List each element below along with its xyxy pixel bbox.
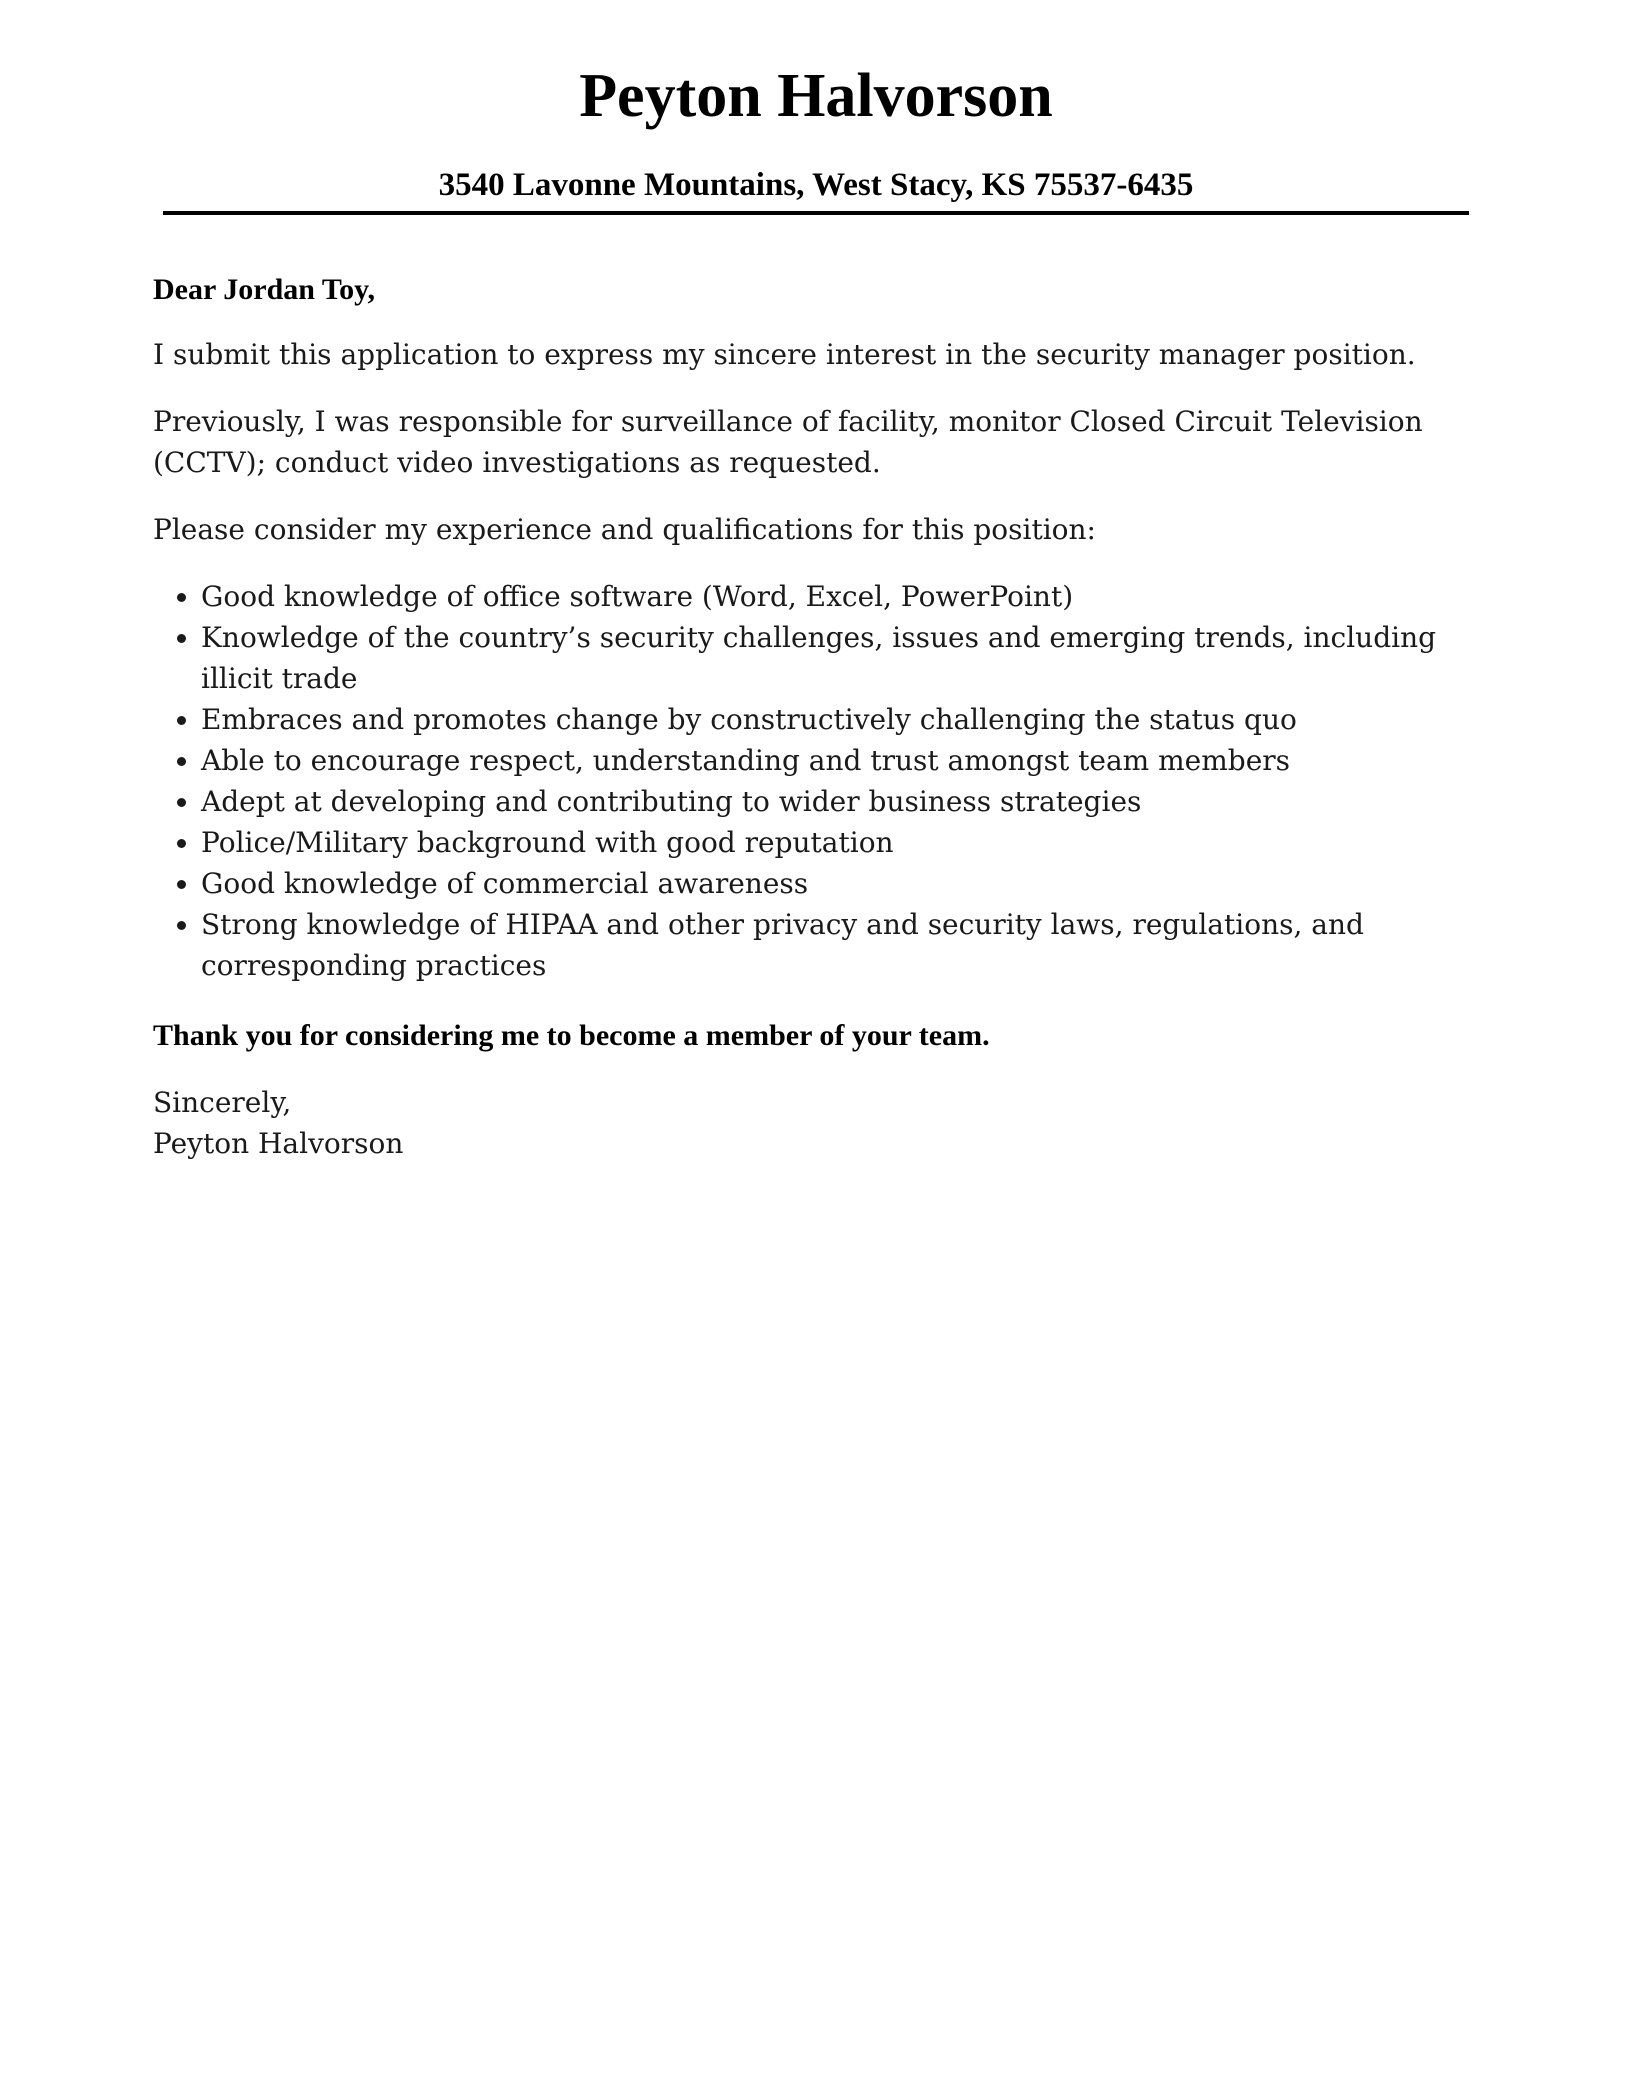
sign-off: Sincerely, — [153, 1086, 292, 1119]
list-item — [153, 617, 1483, 699]
bullet-icon — [177, 798, 186, 807]
list-item — [153, 781, 1483, 822]
signature-name: Peyton Halvorson — [153, 1127, 404, 1160]
experience-paragraph: Previously, I was responsible for surveillance of facility, monitor Closed Circuit Television (CCTV); conduct video investigations as requested. — [153, 405, 1423, 479]
list-item-text: Good knowledge of office software (Word, Excel, PowerPoint) — [201, 580, 1074, 613]
closing-statement: Thank you for considering me to become a member of your team. — [153, 1019, 990, 1052]
list-item-text: Good knowledge of commercial awareness — [201, 867, 809, 900]
bullet-icon — [177, 839, 186, 848]
intro-paragraph: I submit this application to express my sincere interest in the security manager position. — [153, 338, 1416, 371]
list-item — [153, 904, 1483, 986]
bullet-icon — [177, 716, 186, 725]
salutation: Dear Jordan Toy, — [153, 273, 375, 306]
list-item-text: Able to encourage respect, understanding and trust amongst team members — [201, 744, 1291, 777]
list-item-text: Police/Military background with good reputation — [201, 826, 894, 859]
bullet-icon — [177, 921, 186, 930]
header-divider — [163, 211, 1469, 215]
list-item-text: Strong knowledge of HIPAA and other privacy and security laws, regulations, and corresponding practices — [201, 908, 1364, 982]
list-item — [153, 576, 1483, 617]
list-item — [153, 863, 1483, 904]
bullet-icon — [177, 880, 186, 889]
letter-header — [0, 56, 1632, 136]
sender-address: 3540 Lavonne Mountains, West Stacy, KS 75537-6435 — [438, 167, 1194, 203]
bullet-icon — [177, 634, 186, 643]
qualifications-intro: Please consider my experience and qualifications for this position: — [153, 513, 1096, 546]
list-item — [153, 699, 1483, 740]
letter-body — [153, 270, 1483, 1164]
list-item — [153, 822, 1483, 863]
list-item-text: Knowledge of the country’s security challenges, issues and emerging trends, including illicit trade — [201, 621, 1437, 695]
qualifications-list — [153, 576, 1483, 986]
bullet-icon — [177, 757, 186, 766]
list-item — [153, 740, 1483, 781]
sender-name: Peyton Halvorson — [579, 62, 1053, 130]
bullet-icon — [177, 593, 186, 602]
list-item-text: Embraces and promotes change by constructively challenging the status quo — [201, 703, 1297, 736]
list-item-text: Adept at developing and contributing to wider business strategies — [201, 785, 1142, 818]
